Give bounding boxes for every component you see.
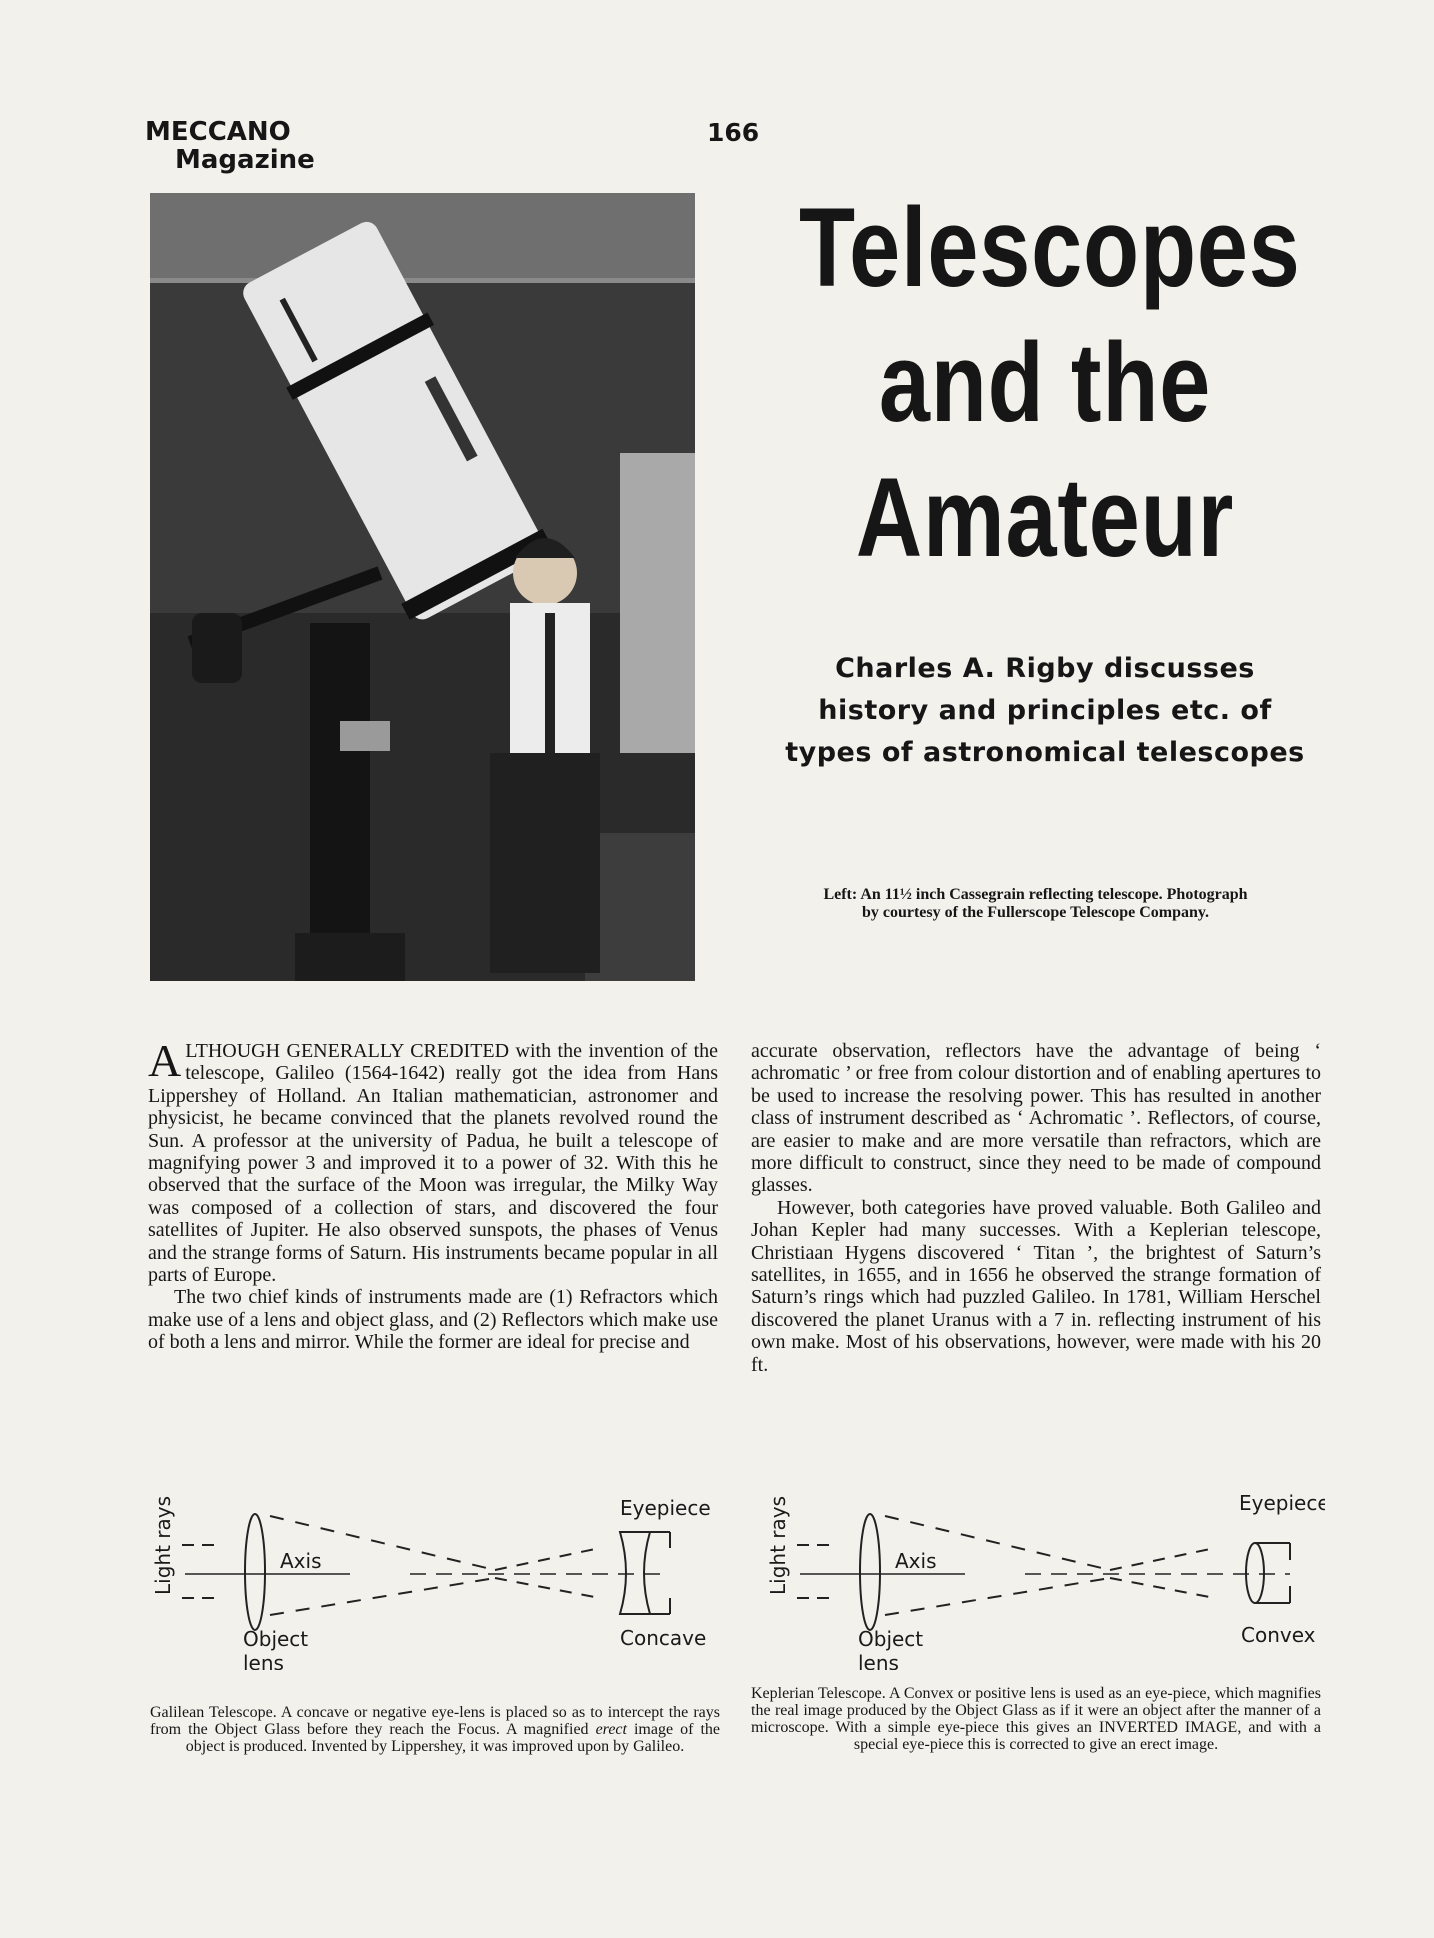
paragraph-text: LTHOUGH GENERALLY CREDITED with the invention of the telescope, Galileo (1564-1642) really got the idea from Hans Lippershey of Holland. An Italian mathematician, astronomer and physicist, he became convinced that the planets revolved round the Sun. A professor at the university of Padua, he built a telescope of magnifying power 3 and improved it to a power of 32. With this he observed that the surface of the Moon was irregular, the Milky Way was composed of a collection of stars, and discovered the four satellites of Jupiter. He also observed sunspots, the phases of Venus and the strange forms of Saturn. His instruments became popular in all parts of Europe. [148, 1040, 718, 1287]
keplerian-caption: Keplerian Telescope. A Convex or positive lens is used as an eye-piece, which magnifies the real image produced by the Object Glass as if it were an object after the manner of a microscope. With a simple eye-piece this gives an INVERTED IMAGE, and with a special eye-piece this is corrected to give an erect image. [751, 1685, 1321, 1753]
object-lens [245, 1514, 265, 1630]
axis-label: Axis [895, 1549, 937, 1573]
title-line1: Telescopes [799, 185, 1301, 310]
caption-emphasis: erect [595, 1721, 627, 1738]
body-column-left [148, 1035, 718, 1354]
body-paragraph: The two chief kinds of instruments made are (1) Refractors which make use of a lens and object glass, and (2) Reflectors which make use of both a lens and mirror. While the former are ideal for precise and [148, 1286, 718, 1354]
body-paragraph: However, both categories have proved valuable. Both Galileo and Johan Kepler had many successes. With a Keplerian telescope, Christiaan Hygens discovered ‘ Titan ’, the brightest of Saturn’s satellites, in 1655, and in 1656 he observed the strange formation of Saturn’s rings which had puzzled Galileo. In 1781, William Herschel discovered the planet Uranus with a 7 in. reflecting instrument of his own make. Most of his observations, however, were made with his 20 ft. [751, 1196, 1321, 1376]
page-number: 166 [707, 118, 760, 147]
masthead-line1: MECCANO [145, 117, 291, 147]
lens-label: lens [858, 1651, 899, 1670]
article-subtitle [745, 648, 1345, 774]
title-line3: Amateur [855, 455, 1235, 580]
masthead [145, 118, 325, 174]
caption-text: image of the object is produced. Invented by Lippershey, it was improved upon by Galileo. [185, 1721, 721, 1755]
subtitle-line3: types of astronomical telescopes [785, 737, 1305, 768]
title-line2: and the [878, 320, 1212, 445]
photo-caption-line1: Left: An 11½ inch Cassegrain reflecting telescope. Photograph [823, 886, 1248, 903]
eyepiece-label: Eyepiece [1239, 1491, 1325, 1515]
article-title [799, 180, 1301, 585]
keplerian-telescope-diagram [765, 1470, 1325, 1670]
light-rays-label: Light rays [766, 1495, 790, 1595]
eyepiece-label: Eyepiece [620, 1496, 710, 1520]
caption-text: Galilean Telescope. A concave or negative eye-lens is placed so as to intercept the rays from the Object Glass before they reach the Focus. A magnified [150, 1704, 720, 1738]
photo-caption [748, 886, 1323, 922]
lens-label: lens [243, 1651, 284, 1670]
lens-type-label: Concave [620, 1626, 707, 1650]
body-paragraph: accurate observation, reflectors have the advantage of being ‘ achromatic ’ or free from colour distortion and of enabling apertures to be used to increase the resolving power. This has resulted in another class of instrument described as ‘ Achromatic ’. Reflectors, of course, are easier to make and are more versatile than refractors, which are more difficult to construct, since they need to be made of compound glasses. [751, 1040, 1321, 1197]
convex-eyepiece [1246, 1543, 1264, 1603]
object-label: Object [243, 1627, 309, 1651]
object-lens [860, 1514, 880, 1630]
light-rays-label: Light rays [151, 1495, 175, 1595]
galilean-telescope-diagram [150, 1470, 710, 1670]
telescope-photo [150, 193, 695, 981]
body-column-right [751, 1040, 1321, 1376]
subtitle-line1: Charles A. Rigby discusses [835, 653, 1255, 684]
subtitle-line2: history and principles etc. of [818, 695, 1272, 726]
lens-type-label: Convex [1241, 1623, 1316, 1647]
galilean-caption [150, 1704, 720, 1755]
object-label: Object [858, 1627, 924, 1651]
concave-eyepiece [620, 1532, 650, 1614]
axis-label: Axis [280, 1549, 322, 1573]
body-paragraph [148, 1035, 718, 1287]
photo-caption-line2: by courtesy of the Fullerscope Telescope Company. [861, 904, 1210, 921]
drop-cap: A [148, 1035, 182, 1086]
masthead-line2: Magazine [175, 145, 315, 175]
